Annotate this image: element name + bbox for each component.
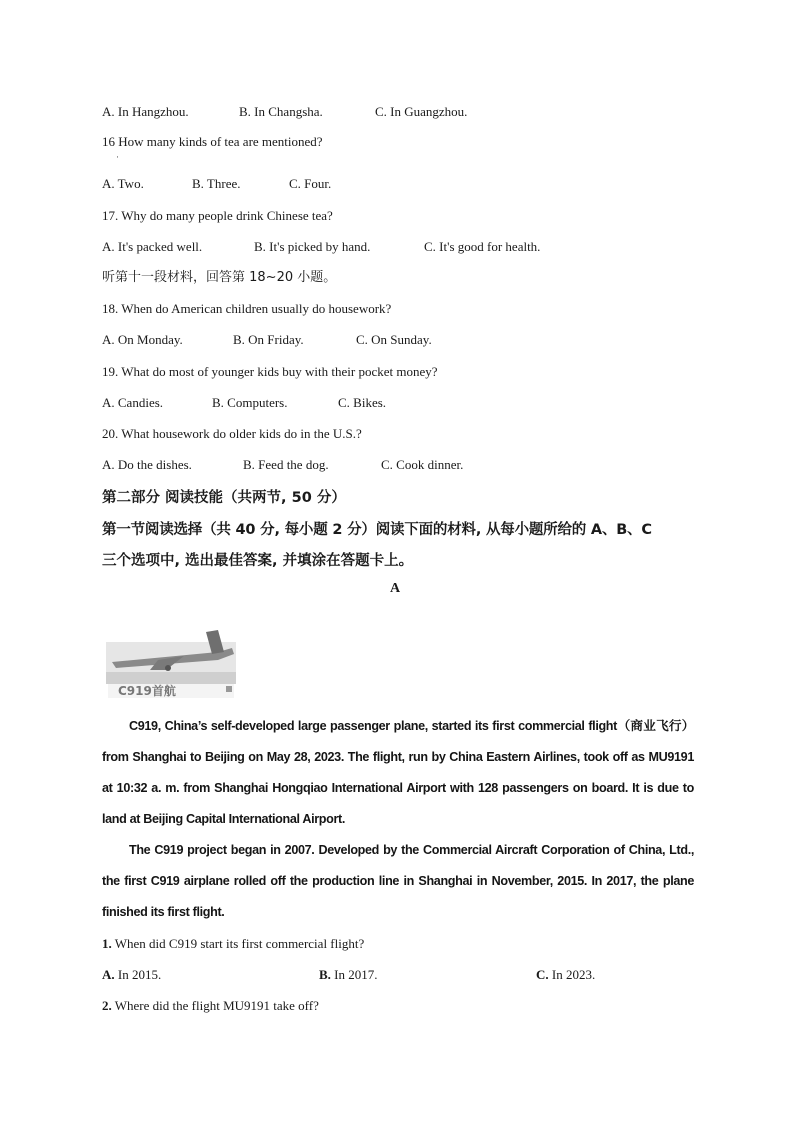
q1-option-a: A. In 2015. <box>102 967 162 982</box>
question-17: 17. Why do many people drink Chinese tea? <box>102 208 333 223</box>
section1-instruction-line1: 第一节阅读选择（共 40 分, 每小题 2 分）阅读下面的材料, 从每小题所给的 A、B、C <box>102 522 652 538</box>
question-19: 19. What do most of younger kids buy with their pocket money? <box>102 364 438 379</box>
q20-option-b: B. Feed the dog. <box>243 457 329 472</box>
q15-option-a: A. In Hangzhou. <box>102 104 189 119</box>
question-2-text: Where did the flight MU9191 take off? <box>111 998 319 1013</box>
question-1-text: When did C919 start its first commercial flight? <box>111 936 365 951</box>
q20-option-a: A. Do the dishes. <box>102 457 192 472</box>
q18-option-c: C. On Sunday. <box>356 332 432 347</box>
q17-option-a: A. It's packed well. <box>102 239 203 254</box>
q16-option-c: C. Four. <box>289 176 332 191</box>
question-2 <box>102 997 319 1015</box>
passage-label: A <box>390 581 401 596</box>
section1-instruction-line2: 三个选项中, 选出最佳答案, 并填涂在答题卡上。 <box>102 553 414 569</box>
q17-option-c: C. It's good for health. <box>424 239 541 254</box>
question-20: 20. What housework do older kids do in the U.S.? <box>102 426 362 441</box>
q1-option-c: C. In 2023. <box>536 967 596 982</box>
q16-option-a: A. Two. <box>102 176 144 191</box>
q16-option-b: B. Three. <box>192 176 241 191</box>
c919-plane-image <box>106 626 240 700</box>
passage-a <box>102 711 694 928</box>
q17-option-b: B. It's picked by hand. <box>254 239 371 254</box>
passage-paragraph-2: The C919 project began in 2007. Developed by the Commercial Aircraft Corporation of China, Ltd., the first C919 airplane rolled off the production line in Shanghai in November, 2015. In 2017, the plane finished its first flight. <box>102 843 694 919</box>
question-16: 16 How many kinds of tea are mentioned? <box>102 134 323 149</box>
q20-option-c: C. Cook dinner. <box>381 457 464 472</box>
q19-option-b: B. Computers. <box>212 395 288 410</box>
question-1-number: 1. <box>102 936 112 951</box>
q19-option-a: A. Candies. <box>102 395 164 410</box>
q15-option-b: B. In Changsha. <box>239 104 323 119</box>
question-18: 18. When do American children usually do housework? <box>102 301 392 316</box>
question-1 <box>102 935 364 953</box>
q18-option-b: B. On Friday. <box>233 332 304 347</box>
image-caption: C919首航 <box>118 684 176 698</box>
instruction-section-11: 听第十一段材料，回答第 18~20 小题。 <box>102 270 337 285</box>
q18-option-a: A. On Monday. <box>102 332 183 347</box>
part2-heading: 第二部分 阅读技能（共两节, 50 分） <box>102 490 346 506</box>
q19-option-c: C. Bikes. <box>338 395 387 410</box>
question-2-number: 2. <box>102 998 112 1013</box>
stray-mark: · <box>116 152 119 162</box>
c919-plane-illustration <box>106 626 240 700</box>
q15-option-c: C. In Guangzhou. <box>375 104 468 119</box>
q1-option-b: B. In 2017. <box>319 967 378 982</box>
passage-paragraph-1: C919, China’s self-developed large passenger plane, started its first commercial flight（商业飞行）from Shanghai to Beijing on May 28, 2023. The flight, run by China Eastern Airlines, took off as MU9191 at 10:32 a. m. from Shanghai Hongqiao International Airport with 128 passengers on board. It is due to land at Beijing Capital International Airport. <box>102 719 694 826</box>
